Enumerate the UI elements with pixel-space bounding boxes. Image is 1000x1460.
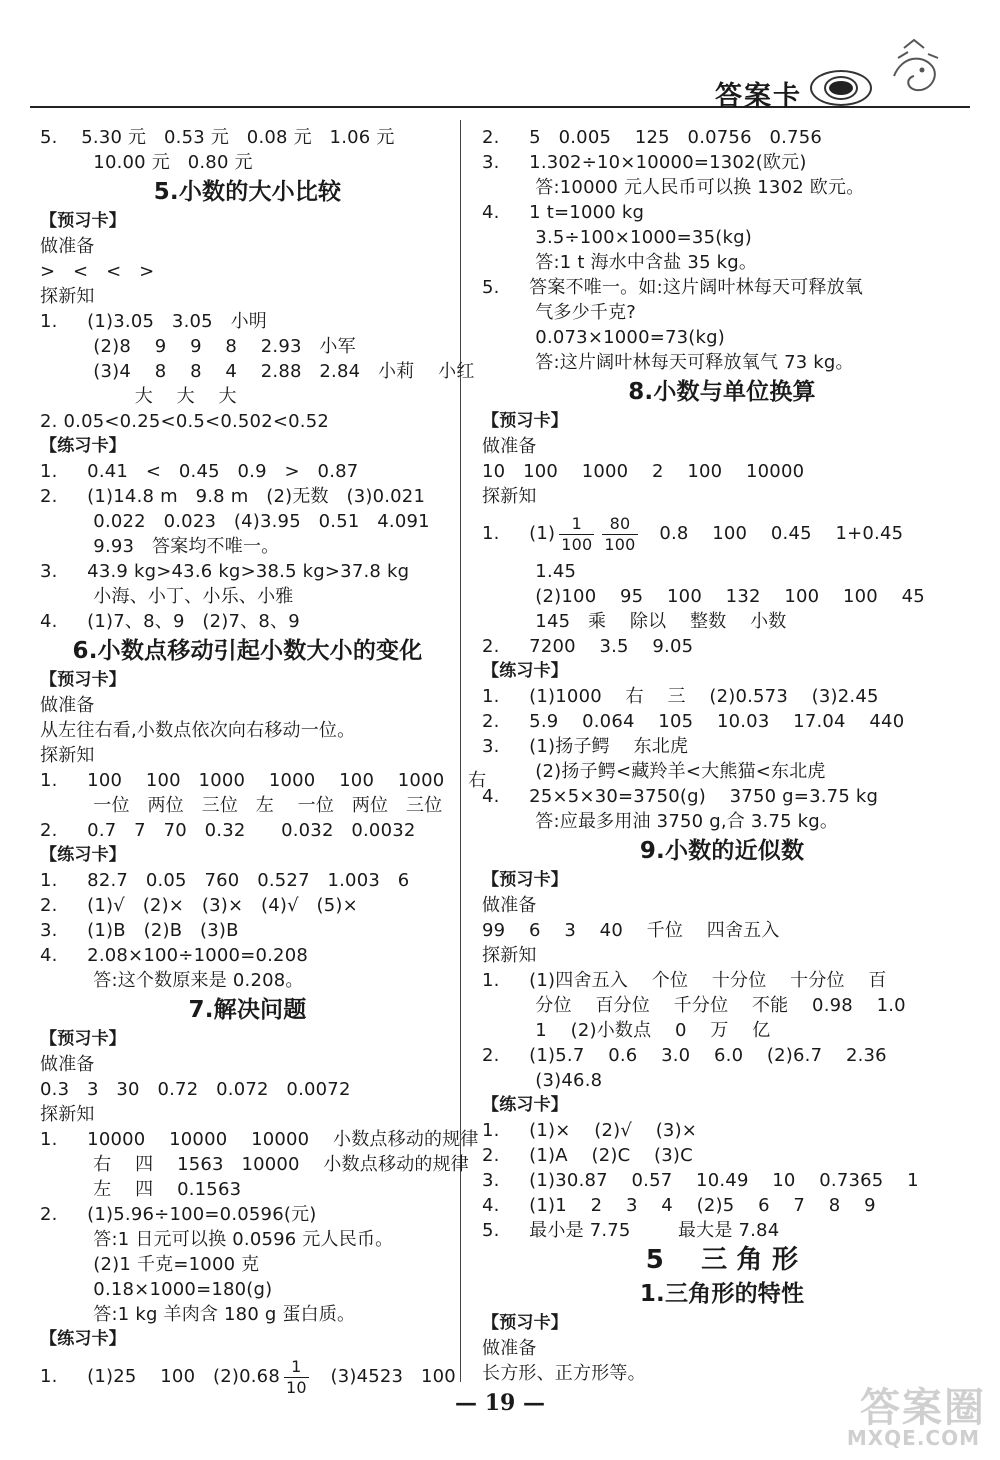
line-text: 0.18×1000=180(g): [40, 1279, 273, 1300]
answer-line: [40, 768, 487, 793]
line-text: 探新知: [40, 286, 95, 307]
line-text: 0.073×1000=73(kg): [482, 327, 725, 348]
right-column: [482, 125, 962, 1386]
line-text: 3. (1)B (2)B (3)B: [40, 920, 239, 941]
line-text: (2)扬子鳄<藏羚羊<大熊猫<东北虎: [482, 761, 826, 782]
line-text: 答:应最多用油 3750 g,合 3.75 kg。: [482, 811, 839, 832]
line-text: 【练习卡】: [40, 1329, 126, 1349]
answer-line: [40, 1177, 455, 1202]
answer-line: [482, 175, 962, 200]
card-label: [482, 409, 962, 434]
card-label: [482, 868, 962, 893]
line-text: 0.022 0.023 (4)3.95 0.51 4.091: [40, 511, 430, 532]
line-text: 7.解决问题: [188, 997, 307, 1023]
line-text: 2. (1)A (2)C (3)C: [482, 1145, 693, 1166]
answer-line: [482, 225, 962, 250]
answer-line: [482, 125, 962, 150]
line-text: 【预习卡】: [482, 411, 568, 431]
answer-line: [40, 509, 455, 534]
line-text: 5. 5.30 元 0.53 元 0.08 元 1.06 元: [40, 127, 395, 148]
page-number: — 19 —: [455, 1390, 545, 1416]
line-text: 2. 0.05<0.25<0.5<0.502<0.52: [40, 411, 330, 432]
line-text: 做准备: [40, 695, 95, 716]
answer-line: [482, 484, 962, 509]
line-text: 【预习卡】: [40, 211, 126, 231]
line-text: 大 大 大: [40, 386, 237, 407]
line-text: 做准备: [40, 1054, 95, 1075]
answer-line: [40, 793, 455, 818]
line-text: 长方形、正方形等。: [482, 1363, 646, 1384]
line-text: > < < >: [40, 261, 155, 282]
answer-line: [40, 1052, 455, 1077]
answer-line: [40, 693, 455, 718]
answer-line: [482, 275, 962, 300]
card-label: [40, 843, 455, 868]
line-text: 2. 0.7 7 70 0.32 0.032 0.0032: [40, 820, 416, 841]
line-text: 99 6 3 40 千位 四舍五入: [482, 920, 780, 941]
answer-line: [40, 334, 455, 359]
line-text: 2. 7200 3.5 9.05: [482, 636, 694, 657]
line-text: 8.小数与单位换算: [628, 379, 816, 405]
line-text: (3)46.8: [482, 1070, 603, 1091]
fraction-numerator: 1: [284, 1357, 309, 1378]
answer-line: [482, 734, 962, 759]
line-text: 9.小数的近似数: [639, 838, 805, 864]
line-text: 【预习卡】: [482, 870, 568, 890]
left-column: [40, 125, 487, 1402]
line-text: 【练习卡】: [482, 661, 568, 681]
line-text: 分位 百分位 千分位 不能 0.98 1.0: [482, 995, 906, 1016]
answer-line: [40, 1127, 479, 1152]
answer-line: [40, 893, 455, 918]
card-label: [40, 1327, 455, 1352]
answer-line: [482, 943, 962, 968]
line-text: 1. 0.41 < 0.45 0.9 > 0.87: [40, 461, 359, 482]
answer-line: [482, 1193, 962, 1218]
line-text: 【练习卡】: [482, 1095, 568, 1115]
line-text: 2. 5 0.005 125 0.0756 0.756: [482, 127, 823, 148]
answer-line: [40, 150, 455, 175]
answer-line: [40, 1102, 455, 1127]
line-text: 2. (1)√ (2)× (3)× (4)√ (5)×: [40, 895, 358, 916]
answer-line: [40, 1152, 469, 1177]
line-text: 4. 2.08×100÷1000=0.208: [40, 945, 309, 966]
section-heading: [482, 1277, 962, 1311]
line-text: 做准备: [40, 236, 95, 257]
line-text: 答:1 kg 羊肉含 180 g 蛋白质。: [40, 1304, 356, 1325]
line-text: 3. (1)30.87 0.57 10.49 10 0.7365 1: [482, 1170, 919, 1191]
answer-line: [40, 868, 455, 893]
answer-line: [40, 584, 455, 609]
answer-line: [482, 918, 962, 943]
fraction: [602, 514, 637, 555]
answer-line: [40, 409, 455, 434]
answer-line: [40, 918, 455, 943]
line-text: 1 (2)小数点 0 万 亿: [482, 1020, 771, 1041]
answer-line: [40, 818, 455, 843]
line-text: 5. 最小是 7.75 最大是 7.84: [482, 1220, 780, 1241]
card-label: [482, 659, 962, 684]
line-text: 【预习卡】: [40, 670, 126, 690]
line-text: 【预习卡】: [482, 1313, 568, 1333]
answer-line: [482, 1018, 962, 1043]
answer-line: [482, 1043, 962, 1068]
column-divider: [460, 120, 461, 1382]
answer-line: [40, 234, 455, 259]
line-text: 答:这片阔叶林每天可释放氧气 73 kg。: [482, 352, 854, 373]
line-text: 答:10000 元人民币可以换 1302 欧元。: [482, 177, 865, 198]
fraction: [559, 514, 594, 555]
line-text: 2. (1)14.8 m 9.8 m (2)无数 (3)0.021: [40, 486, 426, 507]
line-text: 10.00 元 0.80 元: [40, 152, 253, 173]
line-text: (2)100 95 100 132 100 100 45: [482, 586, 925, 607]
line-text: (2)8 9 9 8 2.93 小军: [40, 336, 356, 357]
line-text: 气多少千克?: [482, 302, 637, 323]
line-text: 1. 82.7 0.05 760 0.527 1.003 6: [40, 870, 410, 891]
card-label: [40, 1027, 455, 1052]
line-text: 1. (1): [482, 523, 556, 544]
answer-line: [40, 718, 455, 743]
line-text: 1. 100 100 1000 1000 100 1000 右: [40, 770, 487, 791]
answer-line: [482, 609, 962, 634]
line-text: 3. (1)扬子鳄 东北虎: [482, 736, 689, 757]
line-text: 【练习卡】: [40, 845, 126, 865]
line-text: 145 乘 除以 整数 小数: [482, 611, 787, 632]
answer-line: [482, 709, 962, 734]
answer-line: [40, 1302, 455, 1327]
section-heading: [40, 175, 455, 209]
header-title: 答案卡: [715, 81, 802, 112]
fraction-numerator: 80: [602, 514, 637, 535]
line-text: 从左往右看,小数点依次向右移动一位。: [40, 720, 356, 741]
section-heading: [482, 834, 962, 868]
line-text: 2. (1)5.7 0.6 3.0 6.0 (2)6.7 2.36: [482, 1045, 887, 1066]
line-text: 3. 1.302÷10×10000=1302(欧元): [482, 152, 807, 173]
answer-line: [40, 559, 455, 584]
answer-line: [482, 150, 962, 175]
line-text: 6.小数点移动引起小数大小的变化: [72, 638, 423, 664]
answer-line: [40, 1277, 455, 1302]
answer-line: [482, 634, 962, 659]
answer-line: [482, 250, 962, 275]
section-heading: [482, 375, 962, 409]
answer-line: [482, 1118, 962, 1143]
line-text: 4. 25×5×30=3750(g) 3750 g=3.75 kg: [482, 786, 879, 807]
answer-line: [482, 559, 962, 584]
answer-line: [40, 1252, 455, 1277]
watermark-logo-text: 答案圈: [860, 1385, 986, 1431]
answer-line: [482, 1218, 962, 1243]
answer-line: [482, 684, 962, 709]
answer-line: [482, 784, 962, 809]
answer-line: [482, 1336, 962, 1361]
card-label: [40, 434, 455, 459]
answer-line: [482, 509, 962, 559]
answer-line: [40, 743, 455, 768]
line-text: 探新知: [482, 945, 537, 966]
line-text: (3)4 8 8 4 2.88 2.84 小莉 小红: [40, 361, 475, 382]
answer-line: [40, 359, 475, 384]
line-text: 4. (1)7、8、9 (2)7、8、9: [40, 611, 300, 632]
line-text: 探新知: [40, 745, 95, 766]
line-text: 2. (1)5.96÷100=0.0596(元): [40, 1204, 317, 1225]
answer-line: [482, 968, 962, 993]
line-text: 左 四 0.1563: [40, 1179, 242, 1200]
answer-line: [40, 609, 455, 634]
line-text: 3.5÷100×1000=35(kg): [482, 227, 752, 248]
dragon-decoration-icon: [884, 36, 946, 102]
line-text: 答:1 t 海水中含盐 35 kg。: [482, 252, 758, 273]
line-text: 探新知: [40, 1104, 95, 1125]
line-text: 9.93 答案均不唯一。: [40, 536, 280, 557]
card-label: [40, 668, 455, 693]
unit-heading: [482, 1243, 962, 1277]
answer-line: [482, 200, 962, 225]
answer-line: [40, 284, 455, 309]
answer-line: [40, 943, 455, 968]
line-text: 答:1 日元可以换 0.0596 元人民币。: [40, 1229, 394, 1250]
line-text: 做准备: [482, 895, 537, 916]
answer-line: [482, 809, 962, 834]
answer-line: [482, 325, 962, 350]
line-text: 1. (1)1000 右 三 (2)0.573 (3)2.45: [482, 686, 879, 707]
line-text: 一位 两位 三位 左 一位 两位 三位: [40, 795, 443, 816]
answer-line: [482, 434, 962, 459]
line-text: 1. (1)× (2)√ (3)×: [482, 1120, 698, 1141]
line-text: 1. (1)四舍五入 个位 十分位 十分位 百: [482, 970, 887, 991]
line-text: 右 四 1563 10000 小数点移动的规律: [40, 1154, 469, 1175]
answer-line: [482, 584, 962, 609]
answer-line: [482, 1068, 962, 1093]
line-text: 1. (1)3.05 3.05 小明: [40, 311, 267, 332]
line-text: 小海、小丁、小乐、小雅: [40, 586, 294, 607]
answer-line: [482, 893, 962, 918]
answer-line: [40, 484, 455, 509]
answer-line: [40, 534, 455, 559]
answer-line: [482, 1168, 962, 1193]
answer-line: [482, 300, 962, 325]
line-text: 3. 43.9 kg>43.6 kg>38.5 kg>37.8 kg: [40, 561, 410, 582]
card-label: [482, 1311, 962, 1336]
answer-line: [482, 1143, 962, 1168]
answer-line: [40, 125, 455, 150]
line-text: (2)1 千克=1000 克: [40, 1254, 260, 1275]
answer-line: [40, 1202, 455, 1227]
answer-line: [40, 309, 455, 334]
answer-line: [482, 759, 962, 784]
line-text: 探新知: [482, 486, 537, 507]
card-label: [40, 209, 455, 234]
section-heading: [40, 993, 455, 1027]
page-header: [30, 66, 970, 112]
section-heading: [40, 634, 455, 668]
watermark-url: MXQE.COM: [846, 1426, 980, 1450]
line-text: 做准备: [482, 1338, 537, 1359]
fraction-denominator: 100: [561, 534, 593, 554]
fraction-denominator: 10: [285, 1377, 307, 1397]
line-text: 1. (1)25 100 (2)0.68: [40, 1366, 280, 1387]
line-text: 10 100 1000 2 100 10000: [482, 461, 805, 482]
card-label: [482, 1093, 962, 1118]
line-text: 【预习卡】: [40, 1029, 126, 1049]
fraction-numerator: 1: [559, 514, 594, 535]
line-text-after: (3)4523 100: [312, 1366, 456, 1387]
line-text: 做准备: [482, 436, 537, 457]
fraction-denominator: 100: [604, 534, 636, 554]
line-text: 2. 5.9 0.064 105 10.03 17.04 440: [482, 711, 905, 732]
line-text: 5.小数的大小比较: [153, 179, 342, 205]
answer-line: [40, 459, 455, 484]
line-text: 4. (1)1 2 3 4 (2)5 6 7 8 9: [482, 1195, 876, 1216]
answer-line: [40, 259, 455, 284]
line-text: 0.3 3 30 0.72 0.072 0.0072: [40, 1079, 351, 1100]
line-text: 4. 1 t=1000 kg: [482, 202, 645, 223]
answer-line: [482, 459, 962, 484]
line-text: 1.45: [482, 561, 577, 582]
line-text: 5. 答案不唯一。如:这片阔叶林每天可释放氧: [482, 277, 864, 298]
line-text-after: 0.8 100 0.45 1+0.45: [641, 523, 904, 544]
answer-line: [40, 384, 455, 409]
answer-line: [482, 350, 962, 375]
answer-line: [40, 1077, 455, 1102]
watermark: [818, 1376, 986, 1450]
line-text: 5 三 角 形: [645, 1245, 799, 1275]
answer-line: [40, 1227, 455, 1252]
answer-line: [40, 968, 455, 993]
eye-logo-icon: [810, 70, 872, 106]
line-text: 1. 10000 10000 10000 小数点移动的规律: [40, 1129, 479, 1150]
line-text: 1.三角形的特性: [639, 1281, 805, 1307]
line-text: 答:这个数原来是 0.208。: [40, 970, 304, 991]
answer-line: [482, 993, 962, 1018]
line-text: 【练习卡】: [40, 436, 126, 456]
